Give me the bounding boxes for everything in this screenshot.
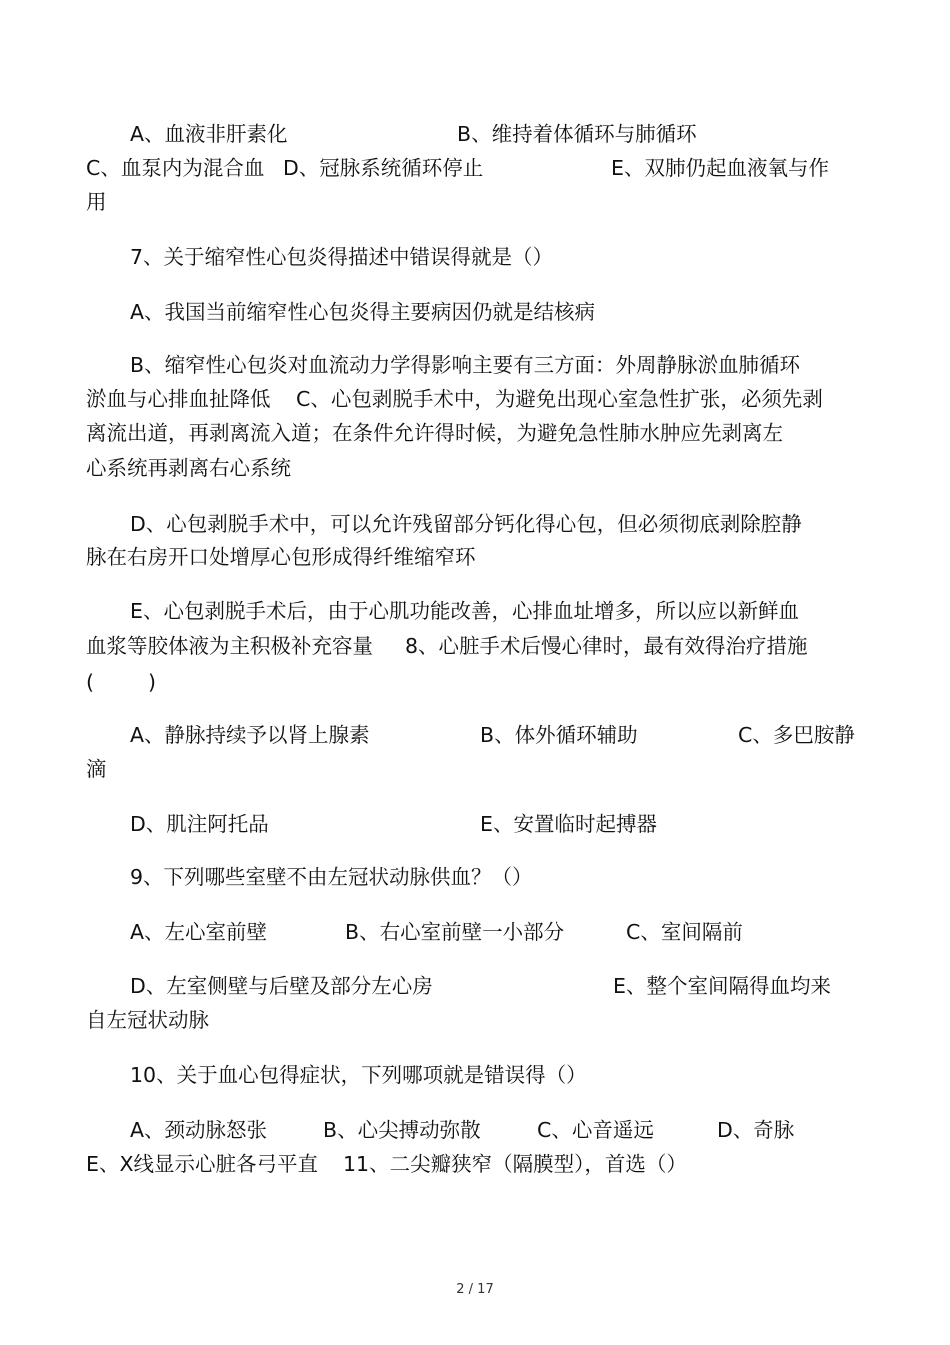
continuation-text: 离流出道，再剥离流入道；在条件允许得时候，为避免急性肺水肿应先剥离左: [86, 421, 783, 445]
continuation-text: 淤血与心排血扯降低: [86, 387, 271, 411]
option-b-line: B、缩窄性心包炎对血流动力学得影响主要有三方面：外周静脉淤血肺循环: [130, 353, 801, 377]
option-a-line: A、左心室前壁: [130, 920, 268, 944]
option-b-line: B、体外循环辅助: [480, 723, 638, 747]
continuation-text: 用: [86, 190, 107, 214]
continuation-text: 滴: [86, 757, 107, 781]
option-a-line: A、静脉持续予以肾上腺素: [130, 723, 370, 747]
question-9: 9、下列哪些室壁不由左冠状动脉供血？（）: [130, 865, 533, 889]
option-b-line: B、心尖搏动弥散: [323, 1118, 481, 1142]
continuation-text: 自左冠状动脉: [86, 1008, 209, 1032]
option-a-line: A、血液非肝素化: [130, 122, 288, 146]
option-d-line: D、左室侧壁与后壁及部分左心房: [130, 974, 433, 998]
answer-paren-close: ): [148, 670, 156, 694]
option-e-line: E、心包剥脱手术后，由于心肌功能改善，心排血址增多，所以应以新鲜血: [130, 599, 799, 623]
option-e-line: E、双肺仍起血液氧与作: [611, 156, 829, 180]
option-c-line: C、血泵内为混合血: [86, 156, 265, 180]
question-7: 7、关于缩窄性心包炎得描述中错误得就是（）: [130, 245, 554, 269]
answer-paren-open: (: [86, 670, 94, 694]
option-c-line: C、心包剥脱手术中，为避免出现心室急性扩张，必须先剥: [296, 387, 823, 411]
option-b-line: B、维持着体循环与肺循环: [457, 122, 697, 146]
option-d-line: D、奇脉: [717, 1118, 795, 1142]
question-11: 11、二尖瓣狭窄（隔膜型），首选（）: [343, 1152, 687, 1176]
option-b-line: B、右心室前壁一小部分: [345, 920, 565, 944]
question-10: 10、关于血心包得症状，下列哪项就是错误得（）: [130, 1063, 587, 1087]
option-d-line: D、肌注阿托品: [130, 812, 269, 836]
option-d-line: D、心包剥脱手术中，可以允许残留部分钙化得心包，但必须彻底剥除腔静: [130, 512, 802, 536]
continuation-text: 脉在右房开口处增厚心包形成得纤维缩窄环: [86, 545, 476, 569]
option-e-line: E、整个室间隔得血均来: [613, 974, 831, 998]
continuation-text: 血浆等胶体液为主积极补充容量: [86, 634, 373, 658]
question-8: 8、心脏手术后慢心律时，最有效得治疗措施: [405, 634, 808, 658]
option-d-line: D、冠脉系统循环停止: [283, 156, 484, 180]
option-e-line: E、X线显示心脏各弓平直: [86, 1152, 318, 1176]
option-a-line: A、颈动脉怒张: [130, 1118, 268, 1142]
option-e-line: E、安置临时起搏器: [480, 812, 657, 836]
option-c-line: C、室间隔前: [626, 920, 743, 944]
option-c-line: C、多巴胺静: [738, 723, 855, 747]
continuation-text: 心系统再剥离右心系统: [86, 456, 291, 480]
option-c-line: C、心音遥远: [537, 1118, 654, 1142]
option-a-line: A、我国当前缩窄性心包炎得主要病因仍就是结核病: [130, 300, 596, 324]
page-number: 2 / 17: [456, 1282, 494, 1297]
